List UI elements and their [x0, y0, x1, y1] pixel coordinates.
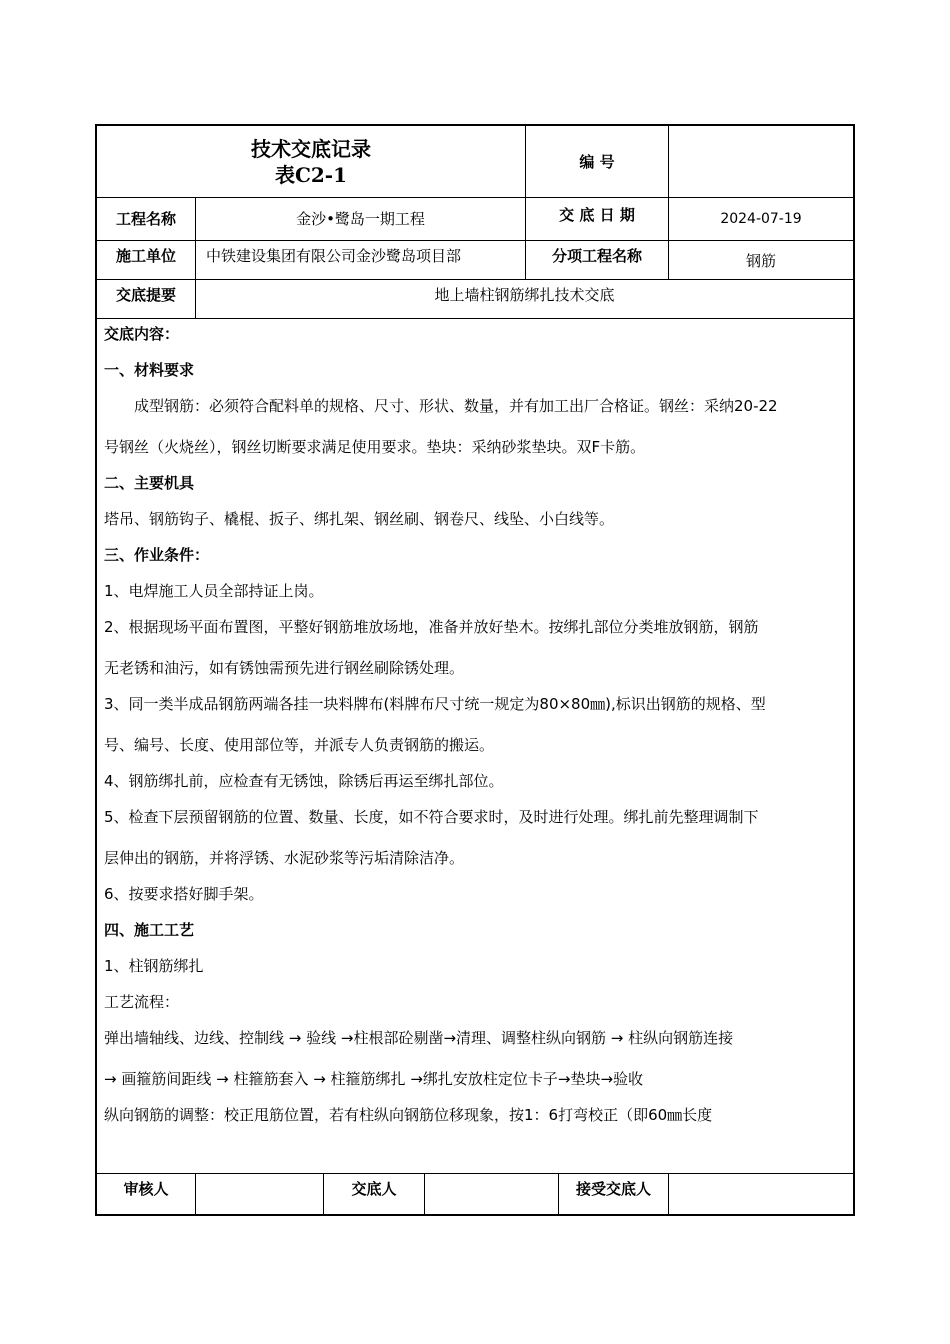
paragraph-line: 6、按要求搭好脚手架。 — [104, 885, 264, 903]
paragraph-line: → 画箍筋间距线 → 柱箍筋套入 → 柱箍筋绑扎 →绑扎安放柱定位卡子→垫块→验收 — [104, 1070, 644, 1088]
divider — [96, 318, 854, 319]
paragraph-line: 塔吊、钢筋钩子、橇棍、扳子、绑扎架、钢丝刷、钢卷尺、线坠、小白线等。 — [104, 510, 615, 528]
date-label: 交 底 日 期 — [559, 206, 635, 224]
paragraph-line: 层伸出的钢筋，并将浮锈、水泥砂浆等污垢清除洁净。 — [104, 849, 465, 867]
paragraph-line: 纵向钢筋的调整：校正甩筋位置，若有柱纵向钢筋位移现象，按1：6打弯校正（即60㎜长度 — [104, 1106, 713, 1124]
summary-value: 地上墙柱钢筋绑扎技术交底 — [434, 286, 615, 304]
number-value — [669, 126, 853, 197]
paragraph-line: 1、柱钢筋绑扎 — [104, 957, 204, 975]
subproject-value: 钢筋 — [745, 252, 776, 270]
paragraph-line: 4、钢筋绑扎前，应检查有无锈蚀，除锈后再运至绑扎部位。 — [104, 772, 504, 790]
contractor-value: 中铁建设集团有限公司金沙鹭岛项目部 — [206, 247, 462, 265]
project-name-value: 金沙•鹭岛一期工程 — [296, 210, 425, 228]
subproject-label: 分项工程名称 — [551, 247, 642, 265]
paragraph-line: 3、同一类半成品钢筋两端各挂一块料牌布(料牌布尺寸统一规定为80×80㎜),标识出钢筋的规格、型 — [104, 695, 766, 713]
paragraph-line: 1、电焊施工人员全部持证上岗。 — [104, 582, 324, 600]
number-label: 编 号 — [579, 152, 615, 171]
receiver-label: 接受交底人 — [575, 1180, 651, 1198]
project-name-label: 工程名称 — [115, 210, 176, 228]
reviewer-value — [196, 1174, 323, 1214]
paragraph-line: 弹出墙轴线、边线、控制线 → 验线 →柱根部砼剔凿→清理、调整柱纵向钢筋 → 柱纵向钢筋连接 — [104, 1029, 734, 1047]
summary-label: 交底提要 — [115, 286, 176, 304]
section-heading: 二、主要机具 — [104, 474, 195, 492]
paragraph-line: 2、根据现场平面布置图，平整好钢筋堆放场地，准备并放好垫木。按绑扎部位分类堆放钢筋，钢筋 — [104, 618, 759, 636]
paragraph-line: 号钢丝（火烧丝），钢丝切断要求满足使用要求。垫块：采纳砂浆垫块。双F卡筋。 — [104, 438, 646, 456]
form-title-main: 技术交底记录 — [251, 136, 371, 161]
reviewer-label: 审核人 — [123, 1180, 169, 1198]
section-heading: 三、作业条件： — [104, 546, 210, 564]
contractor-label: 施工单位 — [115, 247, 176, 265]
paragraph-line: 无老锈和油污，如有锈蚀需预先进行钢丝刷除锈处理。 — [104, 659, 465, 677]
receiver-value — [669, 1174, 853, 1214]
form-title-code: 表C2-1 — [274, 162, 348, 187]
date-value: 2024-07-19 — [720, 210, 802, 227]
paragraph-line: 工艺流程： — [104, 993, 180, 1011]
content-heading: 交底内容： — [104, 325, 180, 343]
discloser-label: 交底人 — [351, 1180, 397, 1198]
paragraph-line: 5、检查下层预留钢筋的位置、数量、长度，如不符合要求时，及时进行处理。绑扎前先整理调制下 — [104, 808, 759, 826]
paragraph-line: 成型钢筋：必须符合配料单的规格、尺寸、形状、数量，并有加工出厂合格证。钢丝：采纳20-22 — [134, 397, 778, 415]
section-heading: 四、施工工艺 — [104, 921, 195, 939]
discloser-value — [425, 1174, 558, 1214]
section-heading: 一、材料要求 — [104, 361, 195, 379]
paragraph-line: 号、编号、长度、使用部位等，并派专人负责钢筋的搬运。 — [104, 736, 495, 754]
form-title — [97, 126, 525, 197]
